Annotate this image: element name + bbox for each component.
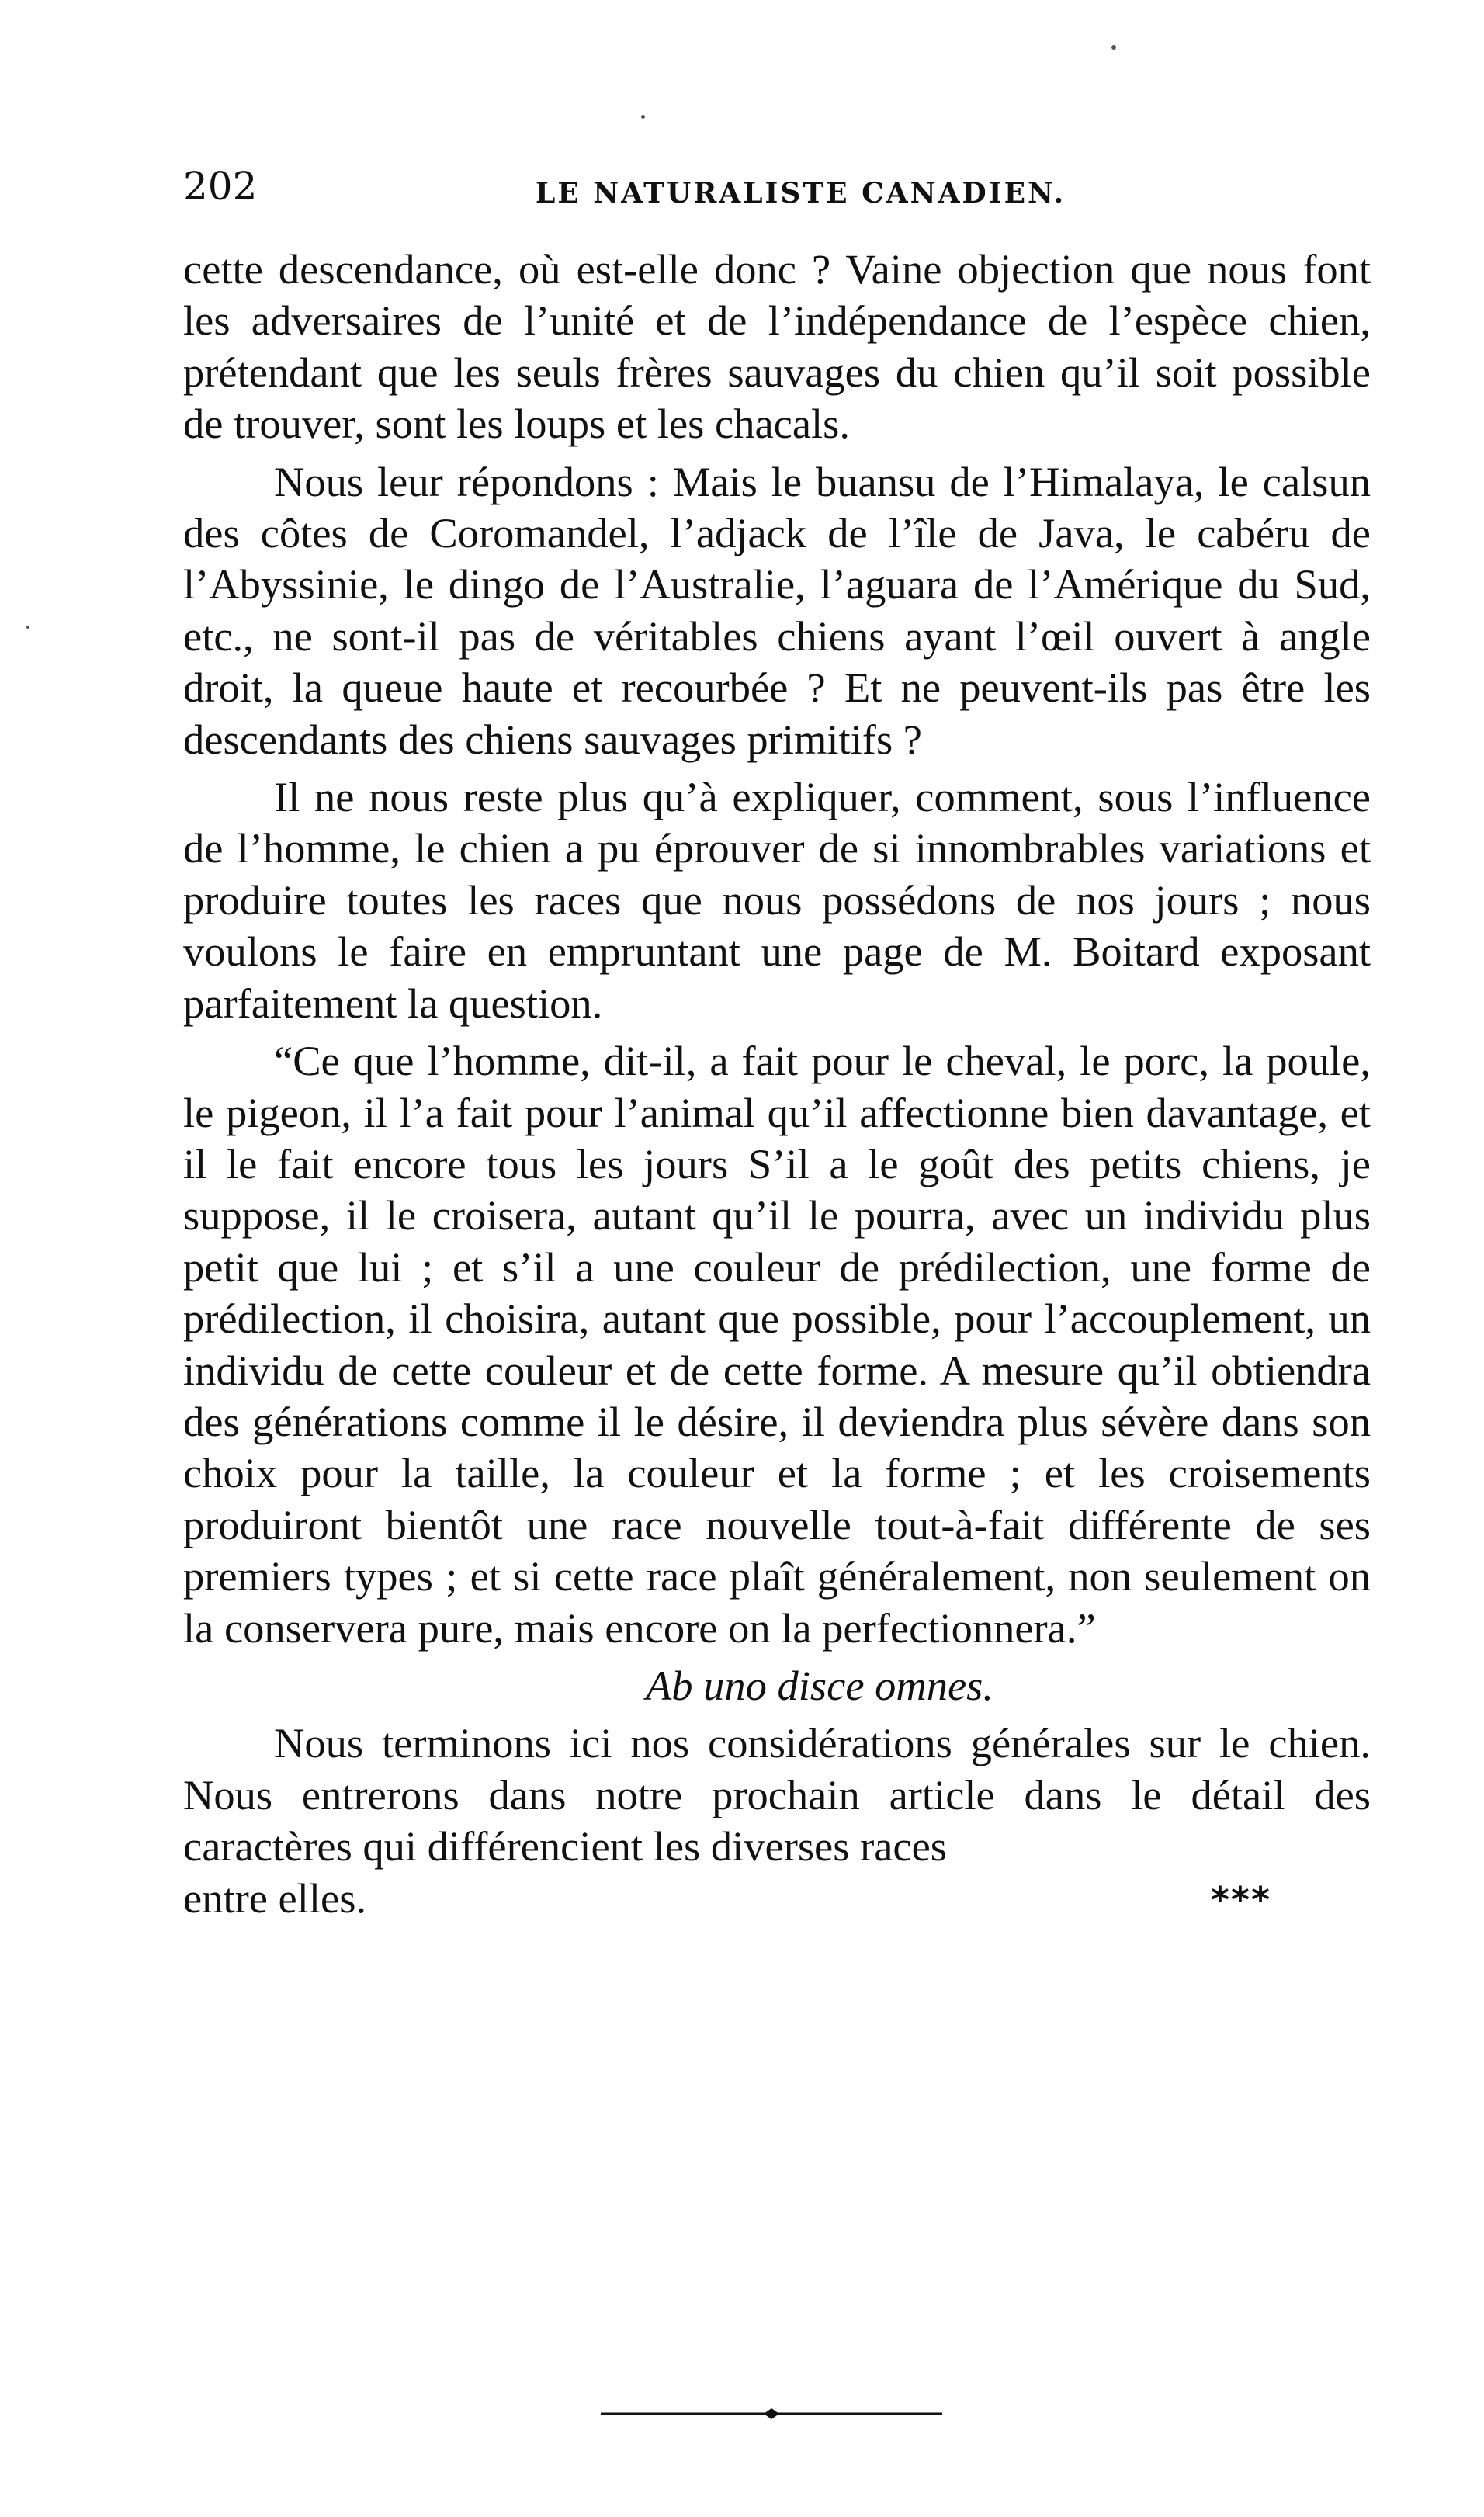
paragraph: cette descendance, où est-elle donc ? Vaine objection que nous font les adversaires de l’unité et de l’indépendance de l’espèce chien, prétendant que les seuls frères sauvages du chien qu’il soit possible de trouver, sont les loups et les chacals. — [183, 245, 1371, 448]
ink-speck — [26, 626, 29, 629]
closing-paragraph — [183, 1718, 1371, 1872]
closing-line — [183, 1873, 1371, 1926]
quotation-paragraph: “Ce que l’homme, dit-il, a fait pour le cheval, le porc, la poule, le pigeon, il l’a fait pour l’animal qu’il affectionne bien davantage, et il le fait encore tous les jours S’il a le goût des petits chiens, je suppose, il le croisera, autant qu’il le pourra, avec un individu plus petit que lui ; et s’il a une couleur de prédilection, une forme de prédilection, il choisira, autant que possible, pour l’accouplement, un individu de cette couleur et de cette forme. A mesure qu’il obtiendra des générations comme il le désire, il deviendra plus sévère dans son choix pour la taille, la couleur et la forme ; et les croisements produiront bientôt une race nouvelle tout-à-fait différente de ses premiers types ; et si cette race plaît généralement, non seulement on la conservera pure, mais encore on la perfectionnera.” — [183, 1037, 1371, 1652]
latin-motto: Ab uno disce omnes. — [645, 1661, 994, 1709]
ink-speck — [641, 115, 645, 119]
end-ornament — [601, 2406, 942, 2422]
paragraph: Nous leur répondons : Mais le buansu de l’Himalaya, le calsun des côtes de Coromandel, l’adjack de l’île de Java, le cabéru de l’Abyssinie, le dingo de l’Australie, l’aguara de l’Amérique du Sud, etc., ne sont-il pas de véritables chiens ayant l’œil ouvert à angle droit, la queue haute et recourbée ? Et ne peuvent-ils pas être les descendants des chiens sauvages primitifs ? — [183, 457, 1371, 763]
body-text — [183, 244, 1371, 1926]
running-title: LE NATURALISTE CANADIEN. — [536, 177, 1066, 210]
paragraph: Il ne nous reste plus qu’à expliquer, comment, sous l’influence de l’homme, le chien a pu éprouver de si innombrables variations et produire toutes les races que nous possédons de nos jours ; nous voulons le faire en empruntant une page de M. Boitard exposant parfaitement la question. — [183, 773, 1371, 1027]
author-signature: *** — [1210, 1878, 1271, 1921]
page-header — [183, 163, 1371, 217]
closing-paragraph-end: entre elles. — [183, 1874, 367, 1922]
page-number: 202 — [183, 164, 258, 209]
closing-paragraph-text: Nous terminons ici nos considérations générales sur le chien. Nous entrerons dans notre prochain article dans le détail des caractères qui différencient les diverses races — [183, 1719, 1371, 1870]
diamond-icon — [764, 2408, 779, 2419]
ink-speck — [1111, 45, 1116, 50]
